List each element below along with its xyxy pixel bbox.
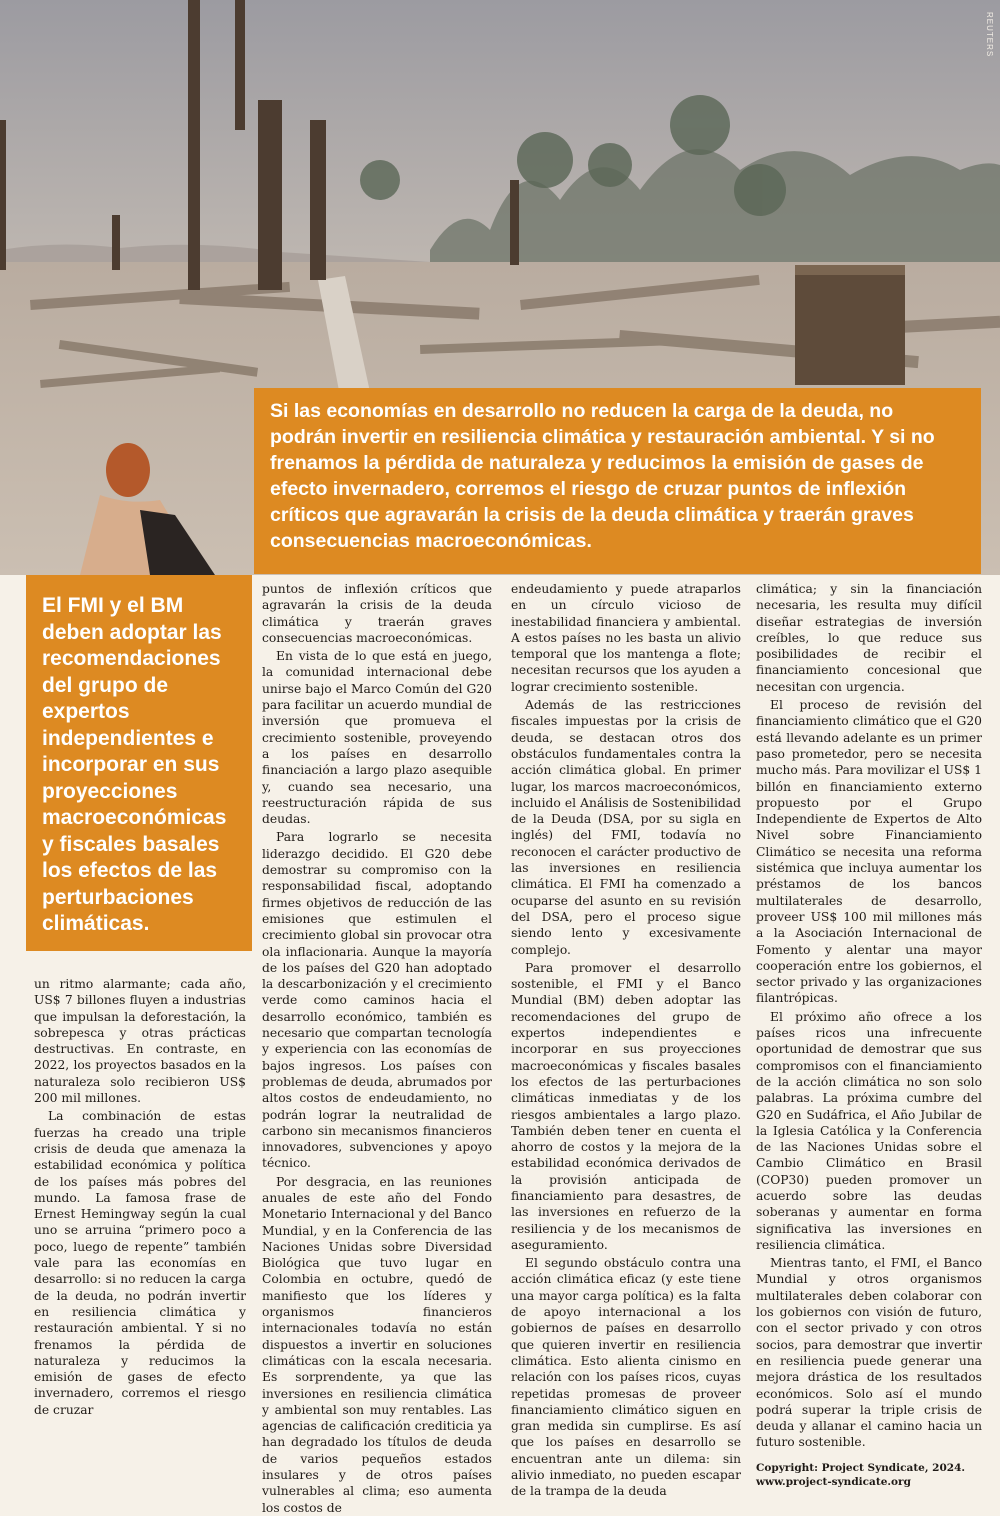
pull-quote-left — [26, 575, 252, 951]
photo-credit: REUTERS — [985, 12, 994, 58]
article-column-4 — [756, 581, 982, 1489]
paragraph: El segundo obstáculo contra una acción climática eficaz (y este tiene una mayor carga política) es la falta de apoyo internacional a los gobiernos de países en desarrollo que quieren invertir en resiliencia climática. Esto alienta cinismo en relación con los países ricos, cuyas repetidas promesas de proveer financiamiento climático siguen en gran medida sin cumplirse. Es así que los países en desarrollo se encuentran ante un dilema: sin alivio inmediato, no pueden escapar de la trampa de la deuda — [511, 1256, 741, 1499]
paragraph: climática; y sin la financiación necesaria, les resulta muy difícil diseñar estrategias de inversión creíbles, lo que reduce sus posibilidades de recibir el financiamiento concesional que necesitan con urgencia. — [756, 582, 982, 694]
pull-quote-top — [254, 388, 981, 574]
paragraph: Por desgracia, en las reuniones anuales de este año del Fondo Monetario Internacional y del Banco Mundial, y en la Conferencia de las Naciones Unidas sobre Diversidad Biológica que tuvo lugar en Colombia en octubre, quedó de manifiesto que los líderes y organismos financieros internacionales todavía no están dispuestos a invertir en soluciones climáticas con la escala necesaria. Es sorprendente, ya que las inversiones en resiliencia climática y ambiental son muy rentables. Las agencias de calificación crediticia ya han degradado los títulos de deuda de varios pequeños estados insulares y de otros países vulnerables al clima; eso aumenta los costos de — [262, 1174, 492, 1515]
paragraph: La combinación de estas fuerzas ha creado una triple crisis de deuda que amenaza la estabilidad económica y política de los países más pobres del mundo. La famosa frase de Ernest Hemingway según la cual uno se arruina “primero poco a poco, luego de repente” también vale para las economías en desarrollo: si no reducen la carga de la deuda, no podrán invertir en resiliencia climática y restauración ambiental. Y si no frenamos la pérdida de naturaleza y reducimos la emisión de gases de efecto invernadero, corremos el riesgo de cruzar — [34, 1109, 246, 1417]
pull-quote-left-text: El FMI y el BM deben adoptar las recomendaciones del grupo de expertos independientes e incorporar en sus proyecciones macroeconómicas y fiscales basales los efectos de las perturbaciones climáticas. — [42, 594, 227, 935]
paragraph: Además de las restricciones fiscales impuestas por la crisis de deuda, se destacan otros dos obstáculos fundamentales contra la acción climática global. En primer lugar, los marcos macroeconómicos, incluido el Análisis de Sostenibilidad de la Deuda (DSA, por su sigla en inglés) del FMI, todavía no reconocen el carácter productivo de las inversiones en resiliencia climática. El FMI ha comenzado a ocuparse del asunto en su revisión del DSA, pero el proceso sigue siendo lento y excesivamente complejo. — [511, 698, 741, 957]
copyright-line: Copyright: Project Syndicate, 2024. — [756, 1461, 966, 1474]
article-column-2 — [262, 581, 492, 1516]
article-column-3 — [511, 581, 741, 1500]
copyright-notice — [756, 1461, 982, 1489]
paragraph: Para promover el desarrollo sostenible, el FMI y el Banco Mundial (BM) deben adoptar las recomendaciones del grupo de expertos independientes e incorporar en sus proyecciones macroeconómicas y fiscales basales los efectos de las perturbaciones climáticas inmediatas y de los riesgos ambientales a largo plazo. También deben tener en cuenta el ahorro de costos y la mejora de la estabilidad económica derivados de la provisión anticipada de financiamiento para desastres, de las inversiones en refuerzo de la resiliencia y de los mecanismos de aseguramiento. — [511, 960, 741, 1252]
article-column-1 — [34, 976, 246, 1418]
paragraph: endeudamiento y puede atraparlos en un círculo vicioso de inestabilidad financiera y ambiental. A estos países no les basta un alivio temporal que los mantenga a flote; necesitan recursos que los ayuden a lograr crecimiento sostenible. — [511, 582, 741, 694]
copyright-url: www.project-syndicate.org — [756, 1475, 911, 1488]
paragraph: El próximo año ofrece a los países ricos una infrecuente oportunidad de demostrar que sus compromisos con el financiamiento de la acción climática no son solo palabras. La próxima cumbre del G20 en Sudáfrica, el Año Jubilar de la Iglesia Católica y la Conferencia de las Naciones Unidas sobre el Cambio Climático en Brasil (COP30) pueden promover un acuerdo sobre las deudas soberanas y aumentar en forma significativa las inversiones en resiliencia climática. — [756, 1009, 982, 1252]
pull-quote-top-text: Si las economías en desarrollo no reducen la carga de la deuda, no podrán invertir en resiliencia climática y restauración ambiental. Y si no frenamos la pérdida de naturaleza y reducimos la emisión de gases de efecto invernadero, corremos el riesgo de cruzar puntos de inflexión críticos que agravarán la crisis de la deuda climática y traerán graves consecuencias macroeconómicas. — [270, 400, 935, 552]
paragraph: puntos de inflexión críticos que agravarán la crisis de la deuda climática y traerán graves consecuencias macroeconómicas. — [262, 582, 492, 645]
paragraph: un ritmo alarmante; cada año, US$ 7 billones fluyen a industrias que impulsan la deforestación, la sobrepesca y otras prácticas destructivas. En contraste, en 2022, los proyectos basados en la naturaleza solo recibieron US$ 200 mil millones. — [34, 977, 246, 1106]
paragraph: En vista de lo que está en juego, la comunidad internacional debe unirse bajo el Marco Común del G20 para facilitar un acuerdo mundial de inversión que promueva el crecimiento sostenible, proveyendo a los países en desarrollo financiación a largo plazo asequible y, cuando sea necesario, una reestructuración rápida de sus deudas. — [262, 649, 492, 827]
paragraph: Mientras tanto, el FMI, el Banco Mundial y otros organismos multilaterales deben colaborar con los gobiernos con visión de futuro, con el sector privado y con otros socios, para demostrar que invertir en resiliencia puede generar una mejora drástica de los resultados económicos. Solo así el mundo podrá superar la triple crisis de deuda y allanar el camino hacia un futuro sostenible. — [756, 1256, 982, 1450]
paragraph: El proceso de revisión del financiamiento climático que el G20 está llevando adelante es un primer paso prometedor, pero se necesita mucho más. Para movilizar el US$ 1 billón en financiamiento externo propuesto por el Grupo Independiente de Expertos de Alto Nivel sobre Financiamiento Climático se necesita una reforma sistémica que incluya aumentar los préstamos de los bancos multilaterales de desarrollo, proveer US$ 100 mil millones más a la Asociación Internacional de Fomento y alentar una mayor cooperación entre los gobiernos, el sector privado y las organizaciones filantrópicas. — [756, 698, 982, 1006]
paragraph: Para lograrlo se necesita liderazgo decidido. El G20 debe demostrar su compromiso con la responsabilidad fiscal, adoptando firmes objetivos de reducción de las emisiones que estimulen el crecimiento global sin provocar otra ola inflacionaria. Aunque la mayoría de los países del G20 han adoptado la descarbonización y el crecimiento verde como caminos hacia el desarrollo económico, también es necesario que compartan tecnología y experiencia con las economías de bajos ingresos. Los países con problemas de deuda, abrumados por altos costos de endeudamiento, no podrán lograr la neutralidad de carbono sin mecanismos financieros innovadores, subvenciones y apoyo técnico. — [262, 830, 492, 1171]
